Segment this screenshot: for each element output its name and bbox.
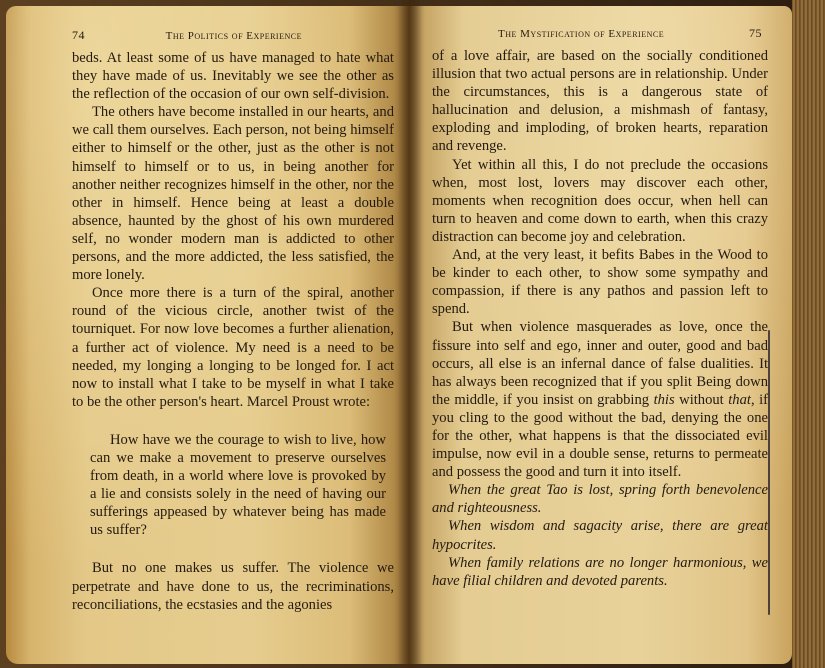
page-number-right: 75	[749, 26, 762, 40]
paragraph-violence	[432, 318, 768, 481]
page-edges	[792, 0, 825, 668]
paragraph: But no one makes us suffer. The violence we perpetrate and have done to us, the recriminations, reconciliations, the ecstasies and the agonies	[72, 560, 394, 613]
paragraph: Yet within all this, I do not preclude the occasions when, most lost, lovers may discover each other, moments when recognition does occur, when hell can turn to heaven and come down to earth, when this crazy distraction can become joy and celebration.	[432, 156, 768, 245]
running-head-right: The Mystification of Experience	[498, 28, 665, 40]
margin-pencil-mark	[768, 330, 770, 615]
paragraph: And, at the very least, it befits Babes in the Wood to be kinder to each other, to show some sympathy and compassion, if there is any pathos and passion left to spend.	[432, 247, 768, 318]
paragraph: beds. At least some of us have managed to hate what they have made of us. Inevitably we see the other as the reflection of the occasion of our own self-division.	[72, 50, 394, 103]
tao-line: When family relations are no longer harmonious, we have filial children and devoted parents.	[432, 554, 768, 589]
paragraph: The others have become installed in our hearts, and we call them ourselves. Each person, not being himself either to himself or the other, just as the other is not himself to himself or to us, in being another for another neither recognizes himself in the other, nor the other in himself. Hence being at least a double absence, haunted by the ghost of his own murdered self, no wonder modern man is addicted to other persons, and the more addicted, the less satisfied, the more lonely.	[72, 104, 394, 284]
proust-quote: How have we the courage to wish to live, how can we make a movement to preserve ourselves from death, in a world where love is provoked by a lie and consists solely in the need of having our sufferings appeased by whatever being has made us suffer?	[90, 431, 386, 539]
paragraph: of a love affair, are based on the socially conditioned illusion that two actual persons are in relationship. Under the circumstances, this is a dangerous state of hallucination and delusion, a mishmash of fantasy, exploding and imploding, of broken hearts, reparation and revenge.	[432, 48, 768, 155]
paragraph: Once more there is a turn of the spiral, another round of the vicious circle, another twist of the tourniquet. For now love becomes a further alienation, a further act of violence. My need is a need to be needed, my longing a longing to be longed for. I act now to install what I take to be myself in what I take to be the other person's heart. Marcel Proust wrote:	[72, 285, 394, 410]
text-run: without	[674, 391, 729, 408]
right-page	[410, 6, 792, 664]
text-run: , if you cling to the good without the bad, denying the one for the other, what happens is that the dissociated evil impulse, now evil in a double sense, returns to permeate and possess the good and turn it into itself.	[432, 391, 768, 481]
text-run: But when violence masquerades as love, once the fissure into self and ego, inner and outer, good and bad occurs, all else is an infernal dance of false dualities. It has always been recognized that if you split Being down the middle, if you insist on grabbing	[432, 319, 768, 408]
left-page-header	[72, 28, 394, 43]
left-page-text	[72, 49, 394, 614]
running-head-left: The Politics of Experience	[165, 30, 302, 42]
tao-line: When the great Tao is lost, spring forth benevolence and righteousness.	[432, 482, 768, 517]
emphasis-this: this	[653, 391, 675, 408]
emphasis-that: that	[728, 391, 751, 408]
right-page-text	[432, 47, 768, 590]
left-page	[6, 6, 410, 664]
right-page-header	[432, 26, 768, 41]
tao-line: When wisdom and sagacity arise, there are great hypocrites.	[432, 518, 768, 553]
page-number-left: 74	[72, 28, 85, 42]
